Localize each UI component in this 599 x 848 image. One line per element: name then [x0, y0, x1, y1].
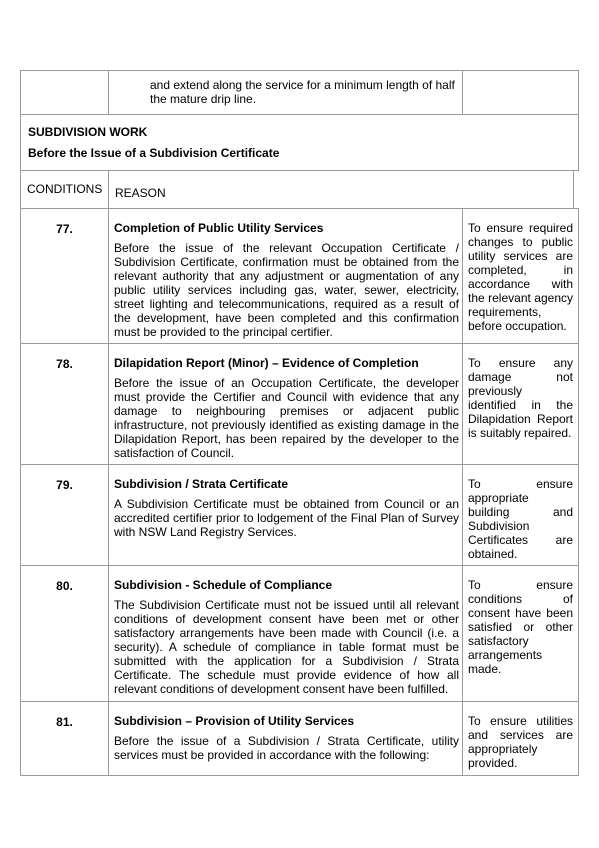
- header-conditions: CONDITIONS: [27, 182, 103, 196]
- table-border-right-lower: [578, 208, 579, 775]
- condition-number: 79.: [56, 478, 73, 492]
- col-divider: [108, 208, 109, 775]
- section-title: SUBDIVISION WORK: [28, 125, 148, 139]
- condition-title: Completion of Public Utility Services: [114, 221, 324, 235]
- col-divider: [462, 208, 463, 775]
- col-divider: [462, 70, 463, 114]
- condition-body: The Subdivision Certificate must not be issued until all relevant conditions of development consent have been met or other satisfactory arrangements have been made with Council (i.e. a security). A schedule of compliance in table format must be submitted with the application for a Subdivision / Strata Certificate. The schedule must provide evidence of how all relevant conditions of development consent have been fulfilled.: [114, 598, 459, 696]
- row-divider: [20, 775, 579, 776]
- condition-reason: To ensure appropriate building and Subdivision Certificates are obtained.: [468, 477, 573, 561]
- condition-body: A Subdivision Certificate must be obtained from Council or an accredited certifier prior to lodgement of the Final Plan of Survey with NSW Land Registry Services.: [114, 497, 459, 539]
- row-divider: [20, 565, 579, 566]
- condition-number: 78.: [56, 357, 73, 371]
- section-subtitle: Before the Issue of a Subdivision Certificate: [28, 146, 280, 160]
- header-right-border: [573, 170, 574, 208]
- condition-title: Subdivision – Provision of Utility Services: [114, 714, 355, 728]
- condition-body: Before the issue of an Occupation Certificate, the developer must provide the Certifier and Council with evidence that any damage to neighbouring premises or adjacent public infrastructure, not previously identified as existing damage in the Dilapidation Report, has been repaired by the developer to the satisfaction of Council.: [114, 376, 459, 460]
- row-divider: [20, 701, 579, 702]
- row-divider: [20, 343, 579, 344]
- condition-reason: To ensure utilities and services are appropriately provided.: [468, 714, 573, 770]
- top-row-text: and extend along the service for a minimum length of half the mature drip line.: [150, 78, 455, 106]
- condition-reason: To ensure conditions of consent have been satisfied or other satisfactory arrangements made.: [468, 578, 573, 676]
- table-border-left: [20, 70, 21, 775]
- condition-reason: To ensure any damage not previously identified in the Dilapidation Report is suitably repaired.: [468, 356, 573, 440]
- condition-reason: To ensure required changes to public utility services are completed, in accordance with the relevant agency requirements, before occupation.: [468, 221, 573, 333]
- row-divider: [20, 70, 579, 71]
- condition-number: 81.: [56, 715, 73, 729]
- row-divider: [20, 208, 579, 209]
- condition-title: Subdivision / Strata Certificate: [114, 477, 289, 491]
- condition-title: Subdivision - Schedule of Compliance: [114, 578, 333, 592]
- col-divider: [108, 170, 109, 208]
- condition-title: Dilapidation Report (Minor) – Evidence of Completion: [114, 356, 419, 370]
- condition-number: 77.: [56, 222, 73, 236]
- row-divider: [20, 114, 579, 115]
- table-border-right: [578, 70, 579, 170]
- col-divider: [108, 70, 109, 114]
- header-reason: REASON: [115, 186, 166, 200]
- row-divider: [20, 170, 579, 171]
- condition-number: 80.: [56, 579, 73, 593]
- row-divider: [20, 464, 579, 465]
- condition-body: Before the issue of the relevant Occupation Certificate / Subdivision Certificate, confirmation must be obtained from the relevant authority that any adjustment or augmentation of any public utility services including gas, water, sewer, electricity, street lighting and telecommunications, required as a result of the development, have been completed and this confirmation must be provided to the principal certifier.: [114, 241, 459, 339]
- condition-body: Before the issue of a Subdivision / Strata Certificate, utility services must be provided in accordance with the following:: [114, 734, 459, 762]
